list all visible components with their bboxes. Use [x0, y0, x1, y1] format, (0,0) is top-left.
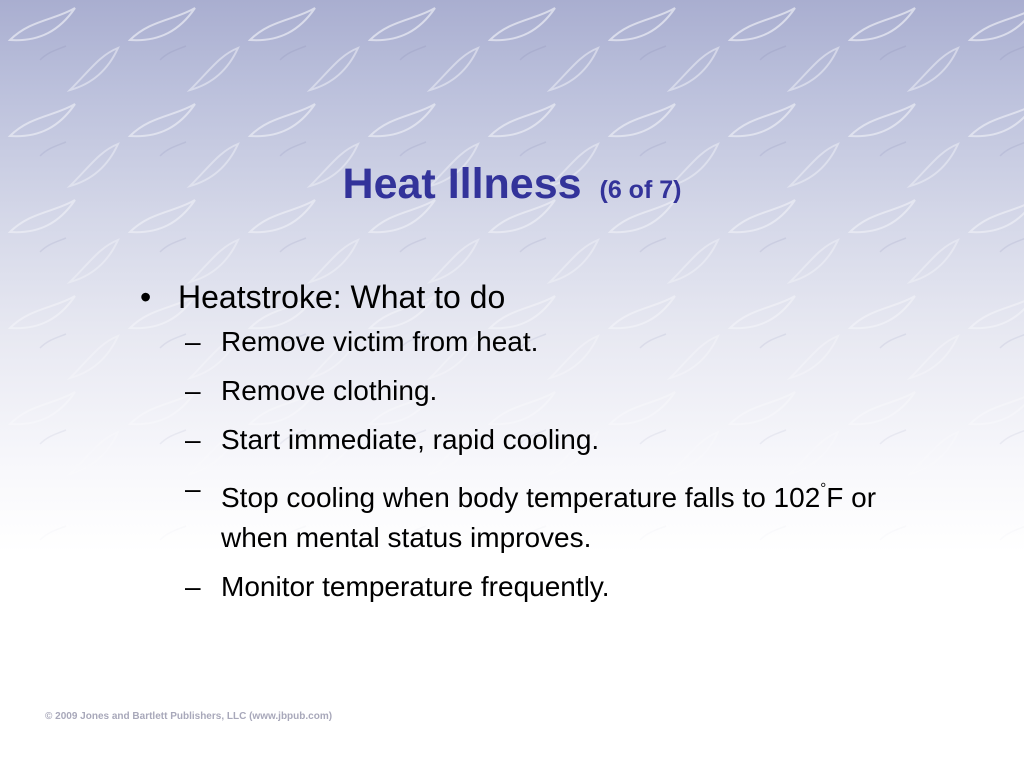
slide-title [0, 154, 1024, 220]
sub-bullet-text: Monitor temperature frequently. [221, 571, 610, 602]
sub-bullet-item [185, 371, 920, 411]
sub-bullet-text: Remove victim from heat. [221, 326, 539, 357]
sub-bullet-item [185, 567, 920, 607]
copyright-notice: © 2009 Jones and Bartlett Publishers, LLC (www.jbpub.com) [45, 711, 333, 722]
slide-body [140, 272, 920, 616]
bullet-item [140, 272, 920, 322]
sub-bullet-marker: – [185, 473, 201, 504]
sub-bullet-marker: – [185, 375, 201, 406]
bullet-text: Heatstroke: What to do [178, 279, 506, 315]
sub-bullet-marker: – [185, 424, 201, 455]
sub-bullet-marker: – [185, 326, 201, 357]
stop-text-before: Stop cooling when body temperature falls to 102 [221, 482, 821, 513]
sub-bullet-text [221, 482, 876, 553]
sub-bullet-marker: – [185, 571, 201, 602]
bullet-marker: • [140, 279, 152, 315]
sub-bullet-text: Remove clothing. [221, 375, 438, 406]
sub-bullet-item [185, 322, 920, 362]
title-main: Heat Illness [342, 160, 582, 208]
title-page-indicator: (6 of 7) [599, 176, 682, 204]
stop-text-after: F or when mental status improves. [221, 482, 877, 553]
sub-bullet-text: Start immediate, rapid cooling. [221, 424, 600, 455]
degree-symbol: ° [820, 480, 827, 497]
sub-bullet-item [185, 469, 920, 558]
sub-bullet-list [185, 322, 920, 607]
sub-bullet-item [185, 420, 920, 460]
